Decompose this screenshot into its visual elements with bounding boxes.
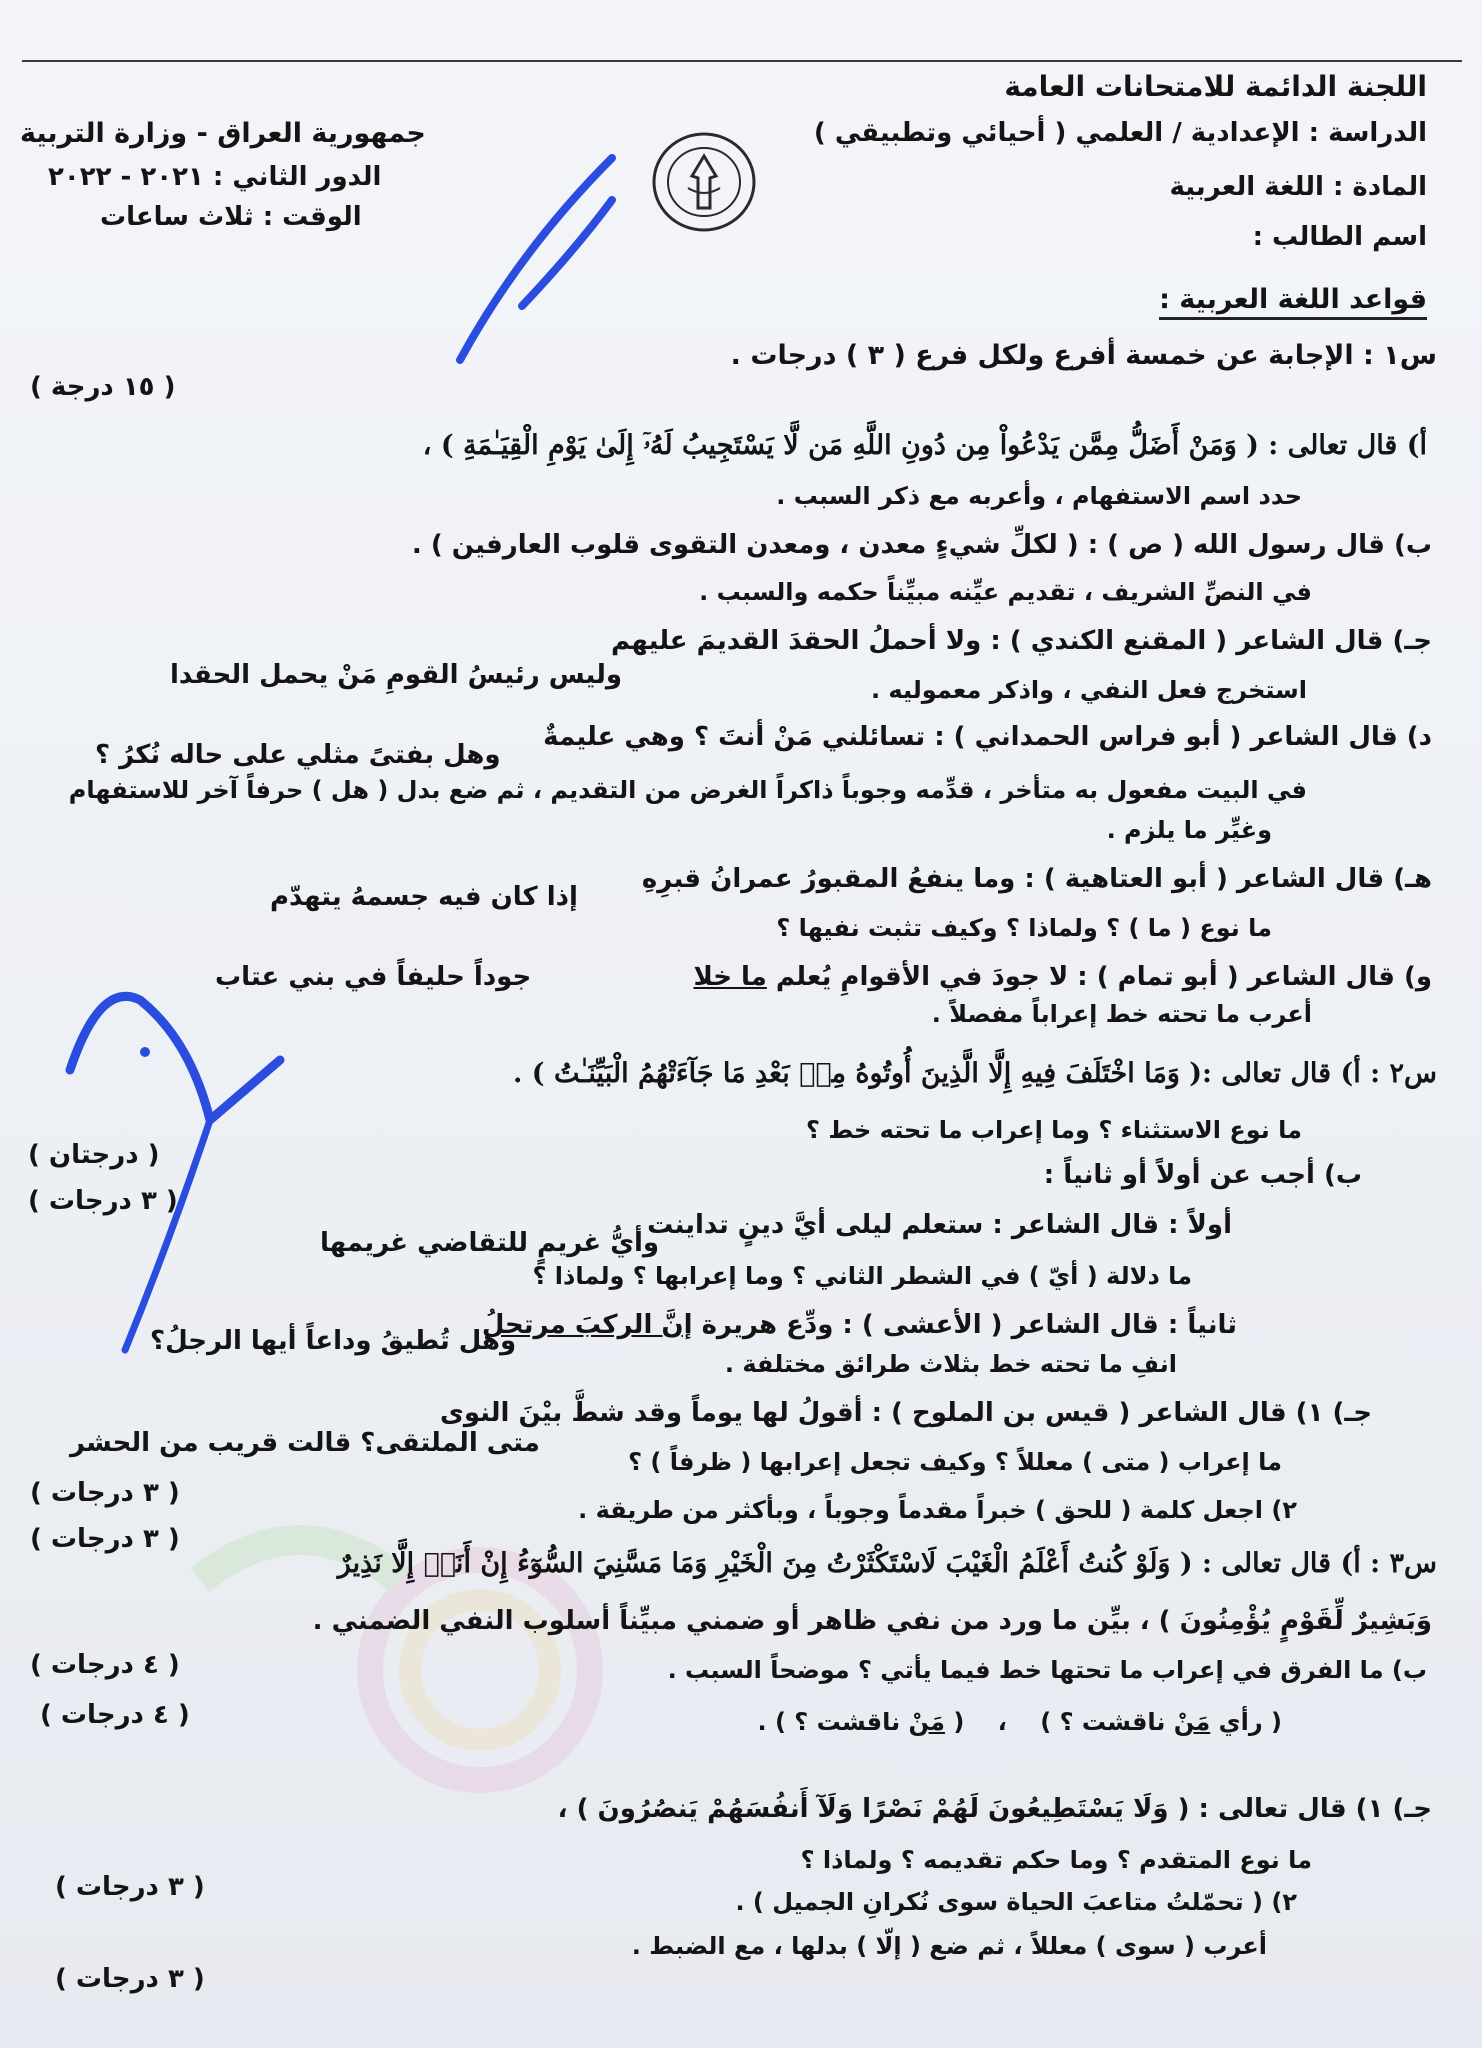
q1-c-task: استخرج فعل النفي ، واذكر معموليه .: [870, 676, 1307, 704]
round-line: الدور الثاني : ٢٠٢١ - ٢٠٢٢: [48, 162, 382, 192]
q2-a-marks: ( درجتان ): [28, 1140, 160, 1170]
committee-name: اللجنة الدائمة للامتحانات العامة: [1004, 70, 1427, 103]
q1-marks: ( ١٥ درجة ): [30, 372, 176, 402]
q3-c2-marks: ( ٣ درجات ): [55, 1964, 205, 1994]
q3-c-task-1: ما نوع المتقدم ؟ وما حكم تقديمه ؟ ولماذا ؟: [800, 1846, 1312, 1874]
q1-intro: س١ : الإجابة عن خمسة أفرع ولكل فرع ( ٣ ) درجات .: [730, 340, 1437, 371]
q3-c-sentence: ٢) ( تحمّلتُ متاعبَ الحياة سوى نُكرانِ الجميل ) .: [735, 1888, 1297, 1916]
q2-c-verse-2: متى الملتقى؟ قالت قريب من الحشر: [70, 1428, 540, 1458]
q1-b-task: في النصِّ الشريف ، تقديم عيِّنه مبيِّناً حكمه والسبب .: [699, 578, 1312, 606]
q2-b-first-verse-2: وأيُّ غريمٍ للتقاضي غريمها: [320, 1228, 660, 1258]
student-name-line: اسم الطالب :: [1252, 222, 1427, 252]
q1-f-verse-1: و) قال الشاعر ( أبو تمام ) : لا جودَ في الأقوامِ يُعلم ما خلا: [693, 962, 1432, 992]
q2-c-task-1: ما إعراب ( متى ) معللاً ؟ وكيف تجعل إعرابها ( ظرفاً ) ؟: [628, 1448, 1282, 1476]
q3-b-marks: ( ٤ درجات ): [40, 1700, 190, 1730]
time-line: الوقت : ثلاث ساعات: [100, 202, 362, 232]
q3-c-verse: جـ) ١) قال تعالى : ( وَلَا يَسْتَطِيعُونَ لَهُمْ نَصْرًا وَلَآ أَنفُسَهُمْ يَنصُرُونَ ) ،: [557, 1794, 1432, 1824]
q1-a-task: حدد اسم الاستفهام ، وأعربه مع ذكر السبب .: [776, 482, 1302, 510]
q1-a-verse: أ) قال تعالى : ( وَمَنْ أَضَلُّ مِمَّن يَدْعُواْ مِن دُونِ اللَّهِ مَن لَّا يَسْتَجِيبُ لَهُۥٓ إِلَىٰ يَوْمِ الْقِيَـٰمَةِ ) ،: [422, 430, 1427, 461]
study-line: الدراسة : الإعدادية / العلمي ( أحيائي وتطبيقي ): [813, 118, 1427, 148]
q1-d-task-1: في البيت مفعول به متأخر ، قدِّمه وجوباً ذاكراً الغرض من التقديم ، ثم ضع بدل ( هل ) حرفاً آخر للاستفهام: [68, 776, 1307, 804]
q2-b-second-task: انفِ ما تحته خط بثلاث طرائق مختلفة .: [724, 1350, 1177, 1378]
q3-a-verse-2: وَبَشِيرٌ لِّقَوْمٍ يُؤْمِنُونَ ) ، بيِّن ما ورد من نفي ظاهر أو ضمني مبيِّناً أسلوب النفي الضمني .: [312, 1606, 1432, 1636]
q2-b-marks: ( ٣ درجات ): [28, 1186, 178, 1216]
q3-c-task-2: أعرب ( سوى ) معللاً ، ثم ضع ( إلّا ) بدلها ، مع الضبط .: [631, 1932, 1267, 1960]
q2-a-task: ما نوع الاستثناء ؟ وما إعراب ما تحته خط ؟: [806, 1116, 1302, 1144]
q1-d-verse-2: وهل بفتىً مثلي على حاله نُكرُ ؟: [95, 740, 501, 770]
q2-c-marks: ( ٣ درجات ): [30, 1478, 180, 1508]
top-rule: [22, 60, 1462, 62]
q3-a-marks: ( ٤ درجات ): [30, 1650, 180, 1680]
subject-line: المادة : اللغة العربية: [1169, 172, 1427, 202]
section-title: قواعد اللغة العربية :: [1159, 284, 1427, 315]
q1-e-verse-1: هـ) قال الشاعر ( أبو العتاهية ) : وما ينفعُ المقبورُ عمرانُ قبرِهِ: [641, 864, 1432, 894]
q3-b-task: ب) ما الفرق في إعراب ما تحتها خط فيما يأتي ؟ موضحاً السبب .: [667, 1656, 1427, 1684]
q1-e-verse-2: إذا كان فيه جسمهُ يتهدّم: [270, 882, 578, 912]
q3-b-examples: ( رأي مَنْ ناقشت ؟ ) ، ( مَنْ ناقشت ؟ ) .: [757, 1708, 1282, 1736]
republic-line: جمهورية العراق - وزارة التربية: [20, 118, 426, 149]
q1-b-hadith: ب) قال رسول الله ( ص ) : ( لكلِّ شيءٍ معدن ، ومعدن التقوى قلوب العارفين ) .: [411, 530, 1432, 560]
q2-b-second-verse-1: ثانياً : قال الشاعر ( الأعشى ) : ودِّع هريرة إنَّ الركبَ مرتحلُ: [481, 1310, 1237, 1340]
q1-c-verse-1: جـ) قال الشاعر ( المقنع الكندي ) : ولا أحملُ الحقدَ القديمَ عليهم: [611, 626, 1432, 656]
q1-f-task: أعرب ما تحته خط إعراباً مفصلاً .: [931, 1000, 1312, 1028]
q2-c-verse-1: جـ) ١) قال الشاعر ( قيس بن الملوح ) : أقولُ لها يوماً وقد شطَّ بيْنَ النوى: [440, 1398, 1372, 1428]
ministry-seal-icon: [648, 128, 760, 236]
q2-b-first-task: ما دلالة ( أيّ ) في الشطر الثاني ؟ وما إعرابها ؟ ولماذا ؟: [532, 1262, 1192, 1290]
q2-b-first-verse-1: أولاً : قال الشاعر : ستعلم ليلى أيَّ دينٍ تداينت: [647, 1210, 1232, 1240]
q2-b-instruction: ب) أجب عن أولاً أو ثانياً :: [1043, 1160, 1362, 1190]
q1-f-verse-2: جوداً حليفاً في بني عتاب: [215, 962, 532, 992]
q2-c2-marks: ( ٣ درجات ): [30, 1524, 180, 1554]
q1-d-verse-1: د) قال الشاعر ( أبو فراس الحمداني ) : تسائلني مَنْ أنتَ ؟ وهي عليمةٌ: [543, 722, 1432, 752]
q1-c-verse-2: وليس رئيسُ القومِ مَنْ يحمل الحقدا: [170, 660, 623, 690]
q2-a-verse: س٢ : أ) قال تعالى :( وَمَا اخْتَلَفَ فِيهِ إِلَّا الَّذِينَ أُوتُوهُ مِنۢ بَعْدِ مَا جَآءَتْهُمُ الْبَيِّنَـٰتُ ) .: [513, 1058, 1437, 1089]
q3-a-verse-1: س٣ : أ) قال تعالى : ( وَلَوْ كُنتُ أَعْلَمُ الْغَيْبَ لَاسْتَكْثَرْتُ مِنَ الْخَيْرِ وَمَا مَسَّنِيَ السُّوٓءُ إِنْ أَنَا۠ إِلَّا نَذِيرٌ: [337, 1548, 1437, 1579]
q1-d-task-2: وغيِّر ما يلزم .: [1106, 816, 1272, 844]
q3-c-marks: ( ٣ درجات ): [55, 1872, 205, 1902]
q1-e-task: ما نوع ( ما ) ؟ ولماذا ؟ وكيف تثبت نفيها ؟: [776, 914, 1272, 942]
q2-c-task-2: ٢) اجعل كلمة ( للحق ) خبراً مقدماً وجوباً ، وبأكثر من طريقة .: [578, 1496, 1297, 1524]
q2-b-second-verse-2: وهل تُطيقُ وداعاً أيها الرجلُ؟: [150, 1326, 517, 1356]
